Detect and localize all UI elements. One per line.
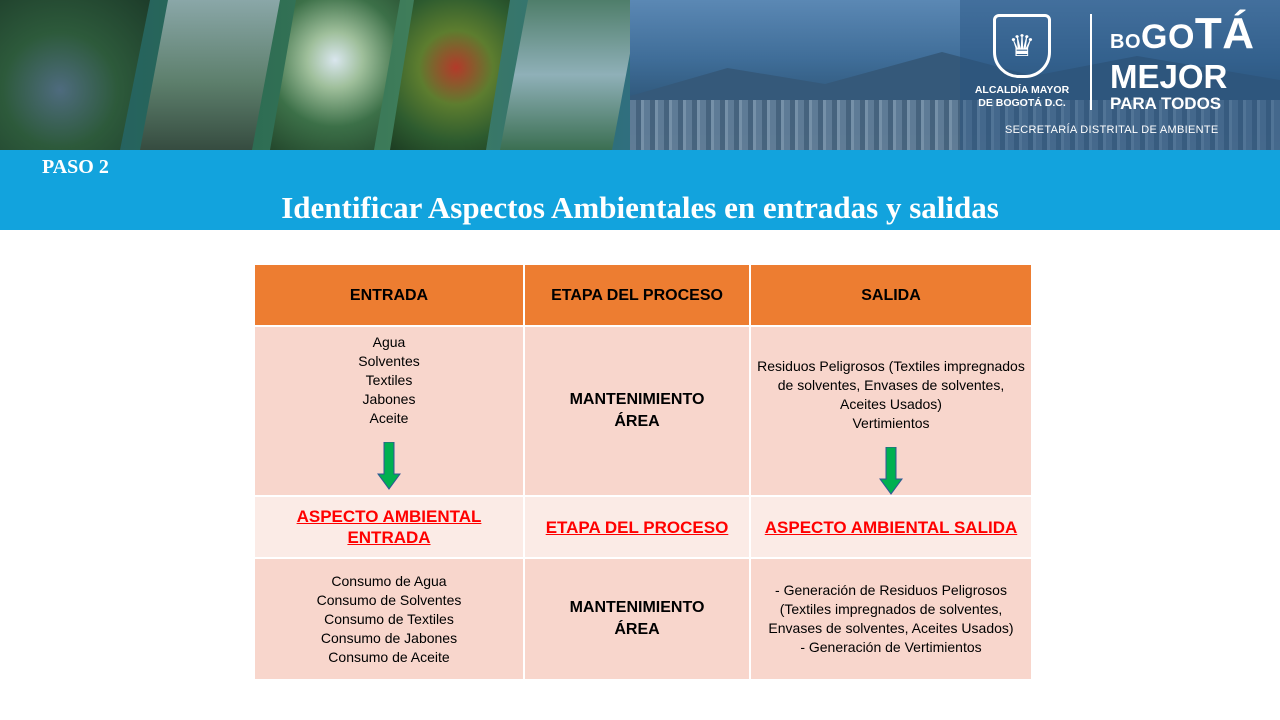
etapa-cell xyxy=(524,326,750,496)
down-arrow-icon xyxy=(879,447,903,495)
down-arrow-icon xyxy=(377,442,401,490)
list-item: Residuos Peligrosos (Textiles impregnados de solventes, Envases de solventes, Aceites Usados) xyxy=(757,358,1025,412)
alcaldia-label xyxy=(962,84,1082,110)
aspect-entrada-cell xyxy=(254,558,524,680)
alcaldia-line-2: DE BOGOTÁ D.C. xyxy=(978,97,1066,109)
inputs-row xyxy=(254,326,1032,496)
entrada-cell xyxy=(254,326,524,496)
bogota-logo-text xyxy=(1110,9,1255,58)
aspect-entrada-heading: ASPECTO AMBIENTAL ENTRADA xyxy=(254,496,524,558)
water-lily-photo xyxy=(270,0,400,150)
alcaldia-line-1: ALCALDÍA MAYOR xyxy=(974,84,1070,96)
aspects-table xyxy=(253,263,1033,681)
page-title: Identificar Aspectos Ambientales en entradas y salidas xyxy=(281,190,999,225)
para-todos-text: PARA TODOS xyxy=(1110,94,1222,113)
list-item: Consumo de Agua xyxy=(331,572,447,589)
logo-divider xyxy=(1090,14,1092,110)
mejor-text: MEJOR xyxy=(1110,58,1228,95)
etapa-line-2: ÁREA xyxy=(614,621,660,638)
list-item: Agua xyxy=(372,334,406,350)
aspect-salida-cell xyxy=(750,558,1032,680)
cyclist-photo xyxy=(140,0,280,150)
step-label: PASO 2 xyxy=(42,156,109,178)
list-item: Consumo de Textiles xyxy=(324,610,454,627)
list-item: Jabones xyxy=(362,391,416,407)
aspect-header-row xyxy=(254,496,1032,558)
list-item: Vertimientos xyxy=(852,415,930,431)
etapa-line-2: ÁREA xyxy=(614,413,660,430)
river-photo xyxy=(500,0,640,150)
salida-cell xyxy=(750,326,1032,496)
header-row xyxy=(254,264,1032,326)
list-item: - Generación de Vertimientos xyxy=(800,639,982,655)
salida-text xyxy=(757,327,1025,433)
brand-go: GO xyxy=(1141,18,1195,56)
aspect-etapa-heading: ETAPA DEL PROCESO xyxy=(524,496,750,558)
bird-photo xyxy=(0,0,150,150)
secretaria-label: SECRETARÍA DISTRITAL DE AMBIENTE xyxy=(1005,124,1219,136)
aspect-salida-heading: ASPECTO AMBIENTAL SALIDA xyxy=(750,496,1032,558)
header-salida: SALIDA xyxy=(750,264,1032,326)
aspects-row xyxy=(254,558,1032,680)
header-etapa: ETAPA DEL PROCESO xyxy=(524,264,750,326)
list-item: Textiles xyxy=(365,372,413,388)
header-banner xyxy=(0,0,1280,150)
header-entrada: ENTRADA xyxy=(254,264,524,326)
brand-bo: BO xyxy=(1110,31,1141,53)
list-item: - Generación de Residuos Peligrosos (Textiles impregnados de solventes, Envases de solventes, Aceites Usados) xyxy=(768,582,1014,636)
list-item: Aceite xyxy=(369,410,409,426)
list-item: Solventes xyxy=(358,353,420,369)
parrot-photo xyxy=(390,0,510,150)
shield-crest-icon: ♛ xyxy=(993,14,1051,78)
etapa-line-1: MANTENIMIENTO xyxy=(569,391,705,408)
aspect-etapa-cell xyxy=(524,558,750,680)
brand-ta: TÁ xyxy=(1194,9,1255,58)
list-item: Consumo de Aceite xyxy=(328,648,450,665)
list-item: Consumo de Solventes xyxy=(316,591,462,608)
etapa-line-1: MANTENIMIENTO xyxy=(569,599,705,616)
entrada-list xyxy=(261,327,517,428)
list-item: Consumo de Jabones xyxy=(320,629,458,646)
